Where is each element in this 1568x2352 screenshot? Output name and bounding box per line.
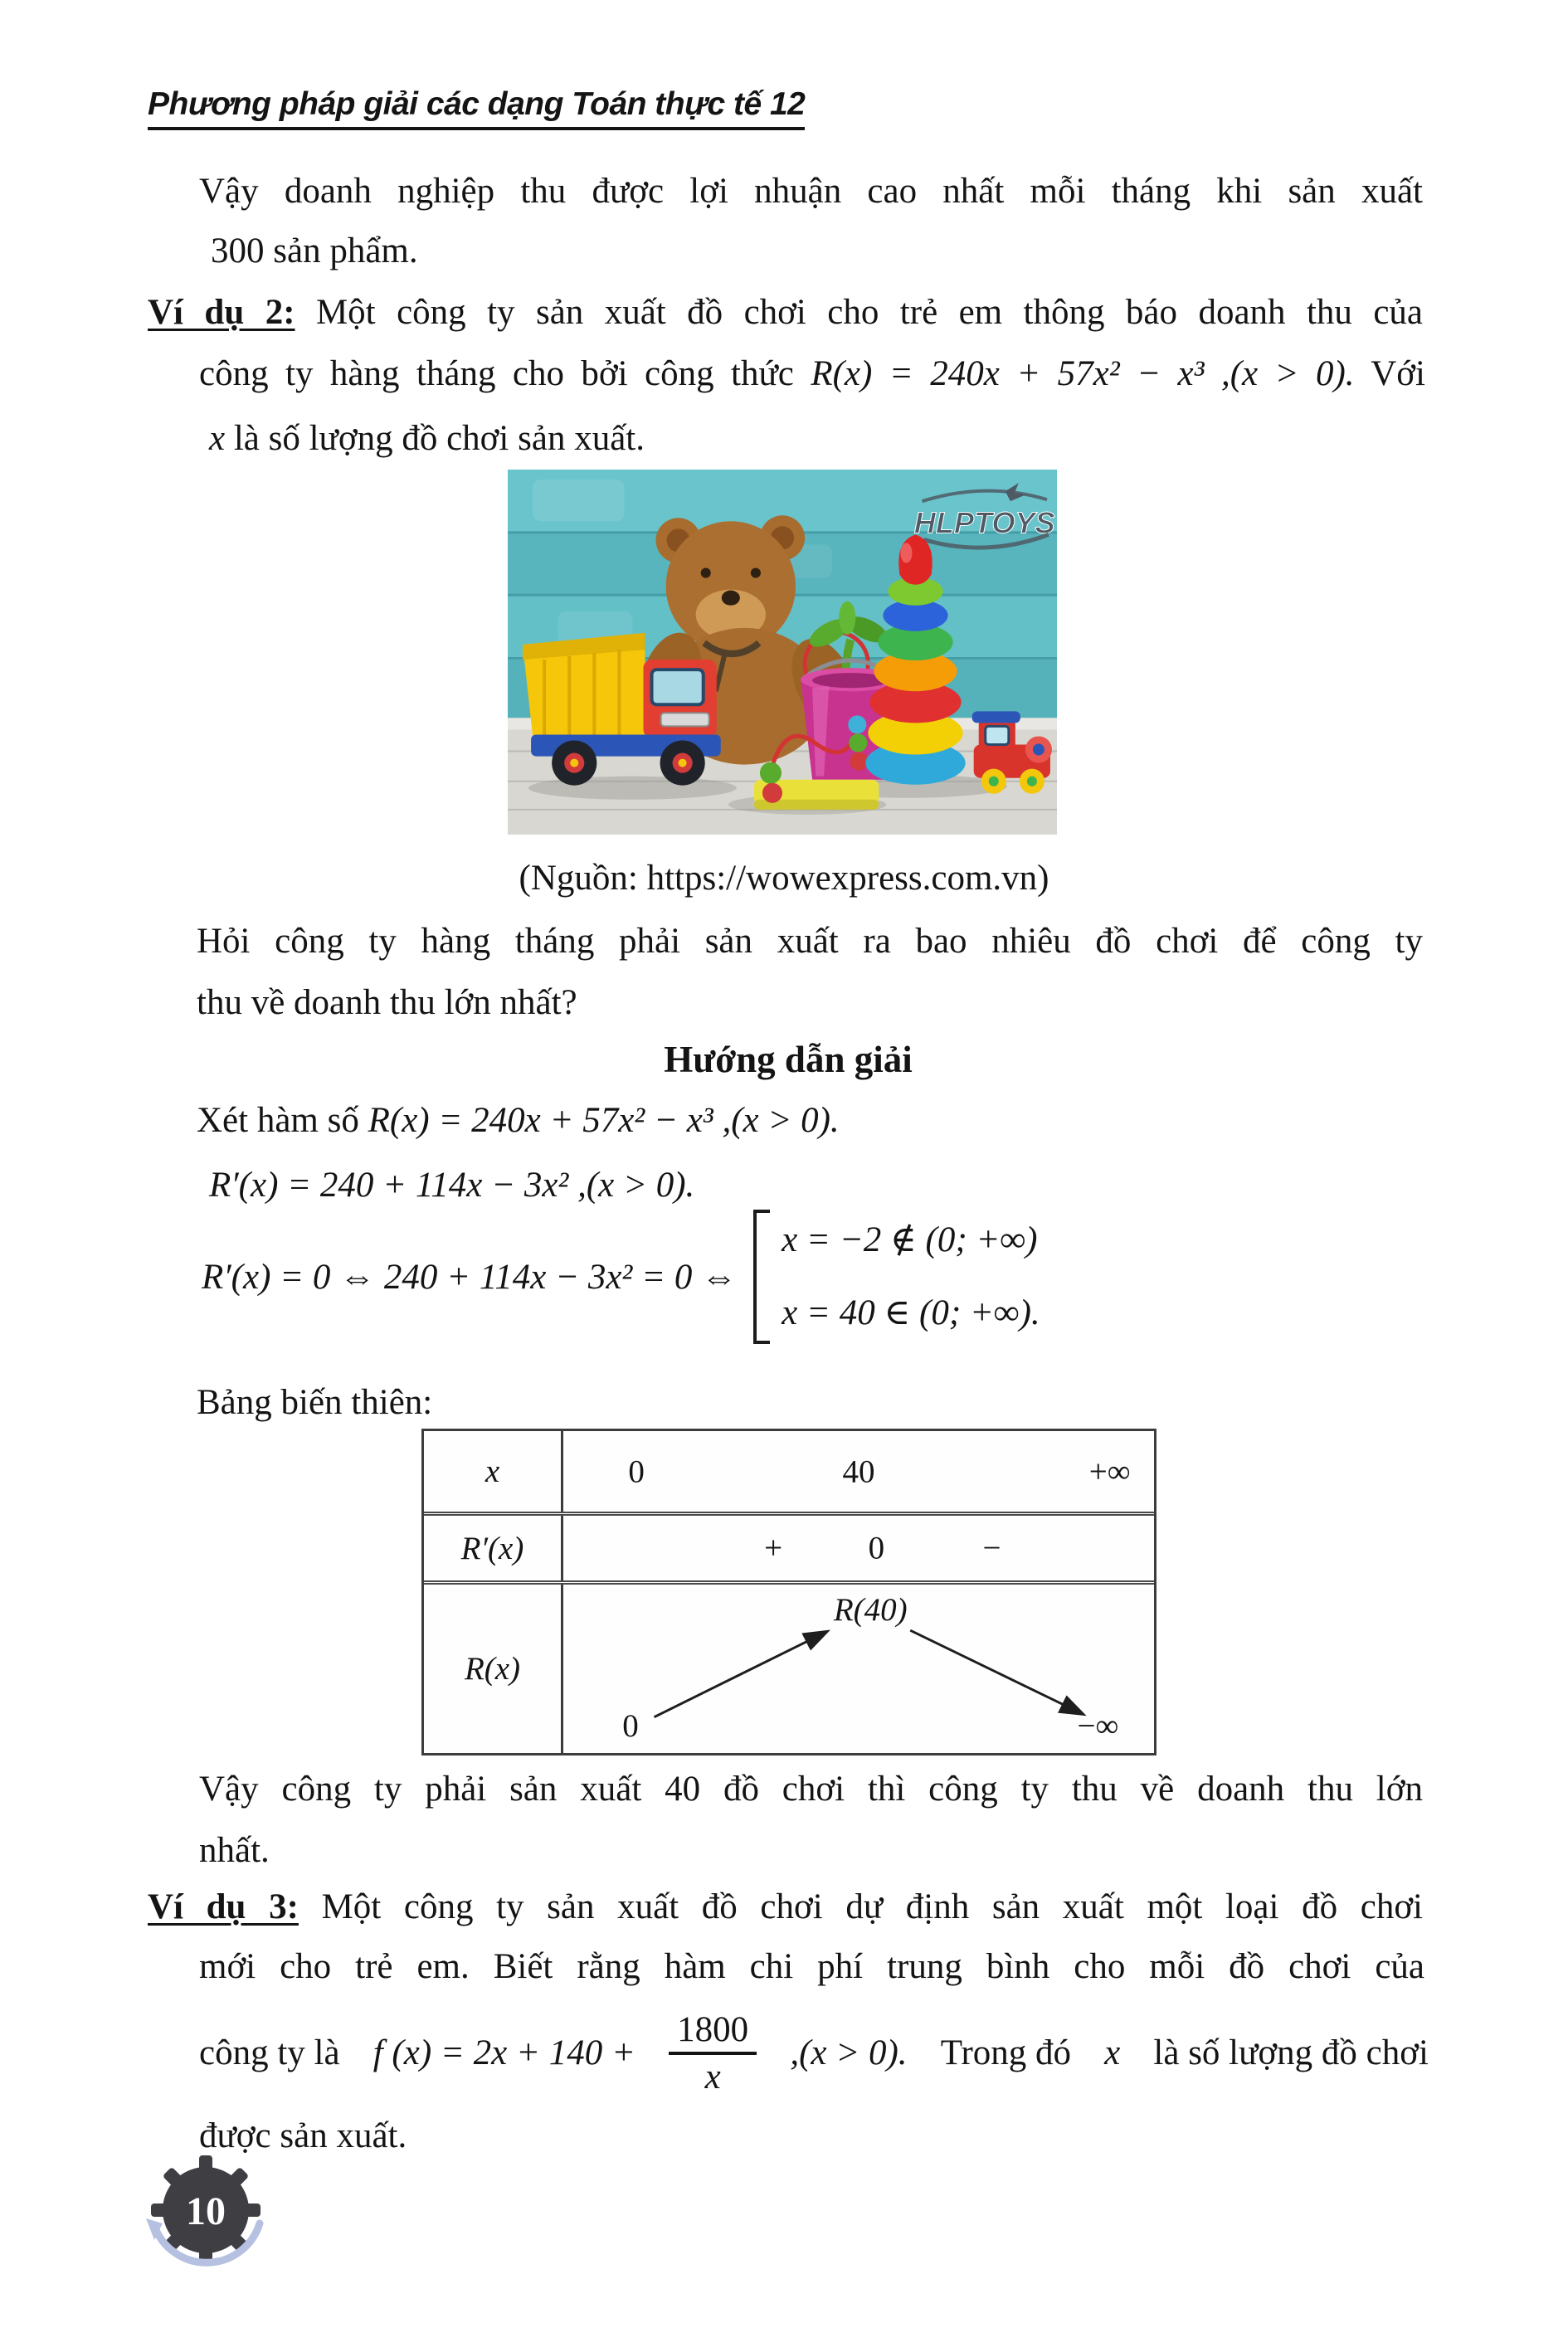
decrease-arrow-icon [910,1630,1082,1714]
example3-label: Ví dụ 3: [148,1887,299,1926]
limit-value: −∞ [1077,1708,1119,1744]
derivative-roots-equation: R′(x) = 0 ⇔ 240 + 114x − 3x² = 0 ⇔ x = −2 ∉ (0; +∞) x = 40 ∈ (0; +∞). [202,1210,1040,1344]
example3-heading-line: Ví dụ 3: Một công ty sản xuất đồ chơi dự định sản xuất một loại đồ chơi [148,1887,1423,1926]
example2-label: Ví dụ 2: [148,293,295,332]
derivative-formula-line: R′(x) = 240 + 114x − 3x² ,(x > 0). [209,1166,695,1205]
hlptoys-watermark-text: HLPTOYS [913,505,1055,540]
start-value: 0 [622,1708,639,1744]
page-number: 10 [186,2189,226,2233]
gear-icon [131,2145,280,2315]
paragraph-line: Vậy doanh nghiệp thu được lợi nhuận cao nhất mỗi tháng khi sản xuất [199,172,1423,211]
paragraph-line: công ty hàng tháng cho bởi công thức R(x) = 240x + 57x² − x³ ,(x > 0). Với [199,354,1425,393]
paragraph-line: nhất. [199,1831,270,1870]
cases-bracket-group [753,1210,1040,1344]
row-header-x: x [424,1431,563,1512]
bbt-label: Bảng biến thiên: [197,1383,433,1422]
paragraph-line: thu về doanh thu lớn nhất? [197,983,577,1022]
figure-caption: (Nguồn: https://wowexpress.com.vn) [519,859,1049,898]
paragraph-line: Vậy công ty phải sản xuất 40 đồ chơi thì công ty thu về doanh thu lớn [199,1770,1423,1809]
x-value-0: 0 [628,1454,645,1489]
increase-arrow-icon [655,1632,826,1717]
case-root-2: x = 40 ∈ (0; +∞). [782,1293,1040,1332]
paragraph-line: mới cho trẻ em. Biết rằng hàm chi phí trung bình cho mỗi đồ chơi của [199,1947,1424,1986]
revenue-formula: R(x) = 240x + 57x² − x³ ,(x > 0). [811,354,1355,393]
paragraph-line: x là số lượng đồ chơi sản xuất. [209,419,645,458]
table-row-function [424,1580,1154,1753]
sign-zero: 0 [868,1530,885,1566]
page-number-badge [131,2145,280,2315]
row-header-function: R(x) [424,1585,563,1753]
sign-minus: − [982,1530,1001,1566]
revenue-formula: R(x) = 240x + 57x² − x³ ,(x > 0). [368,1101,840,1140]
table-row-x [424,1431,1154,1512]
case-root-1: x = −2 ∉ (0; +∞) [782,1220,1038,1259]
toys-photo [508,470,1057,835]
toys-photo-illustration [508,470,1057,835]
cost-formula: f (x) = 2x + 140 + [373,2033,636,2072]
left-bracket-icon [753,1210,770,1344]
x-value-infinity: +∞ [1088,1454,1131,1489]
cost-formula-line: công ty là f (x) = 2x + 140 + $\frac{1800}{x}$ ,(x > 0). Trong đó x là số lượng đồ chơi [199,2009,1429,2096]
sign-plus: + [764,1530,783,1566]
max-value: R(40) [833,1592,908,1628]
page-header: Phương pháp giải các dạng Toán thực tế 12 [148,86,805,130]
variation-table [421,1429,1157,1755]
paragraph-line: Xét hàm số R(x) = 240x + 57x² − x³ ,(x > 0). [197,1101,840,1140]
paragraph-line: được sản xuất. [199,2116,407,2155]
row-header-derivative: R′(x) [424,1516,563,1580]
table-row-derivative [424,1512,1154,1580]
fraction: $\frac{1800}{x}$ [669,2009,757,2098]
example2-heading-line: Ví dụ 2: Một công ty sản xuất đồ chơi cho trẻ em thông báo doanh thu của [148,293,1423,332]
paragraph-line: 300 sản phẩm. [211,231,418,270]
x-value-40: 40 [842,1454,875,1489]
paragraph-line: Hỏi công ty hàng tháng phải sản xuất ra bao nhiêu đồ chơi để công ty [197,922,1423,961]
solution-heading: Hướng dẫn giải [664,1039,913,1080]
